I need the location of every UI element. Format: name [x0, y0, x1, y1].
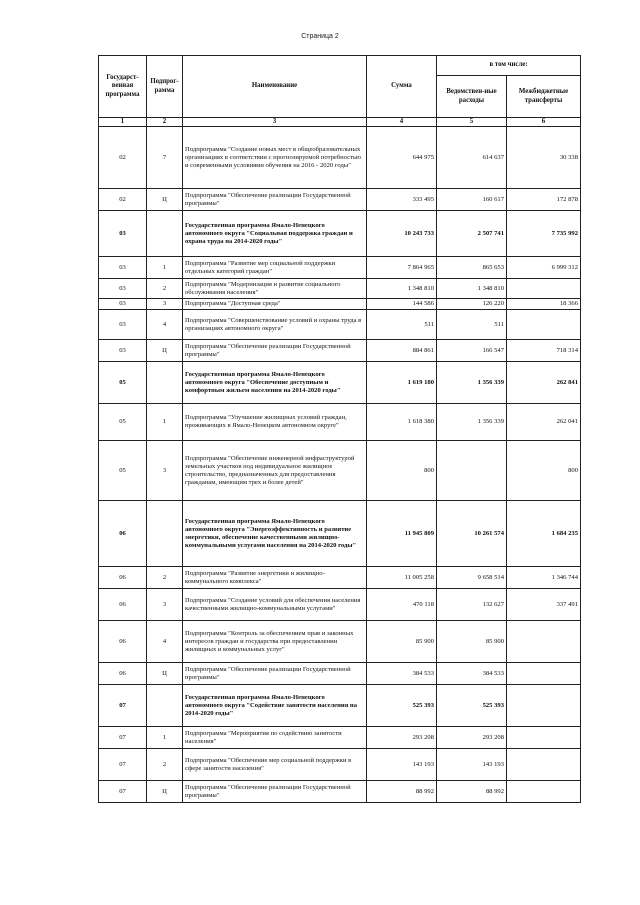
transfers-cell	[507, 279, 581, 299]
program-code-cell: 03	[99, 340, 147, 362]
transfers-cell: 6 999 312	[507, 257, 581, 279]
program-code-cell: 06	[99, 663, 147, 685]
table-row	[99, 663, 581, 685]
table-row	[99, 299, 581, 310]
table-row	[99, 404, 581, 441]
table-row	[99, 362, 581, 404]
header-program: Государст-венная программа	[99, 56, 147, 118]
table-row	[99, 211, 581, 257]
transfers-cell: 30 338	[507, 127, 581, 189]
subprogram-code-cell: Ц	[147, 781, 183, 803]
program-code-cell: 06	[99, 501, 147, 567]
subprogram-code-cell: 2	[147, 567, 183, 589]
departmental-cell	[437, 441, 507, 501]
table-row	[99, 279, 581, 299]
departmental-cell: 88 992	[437, 781, 507, 803]
subprogram-code-cell	[147, 501, 183, 567]
sum-cell: 525 393	[367, 685, 437, 727]
departmental-cell: 143 193	[437, 749, 507, 781]
departmental-cell: 1 348 810	[437, 279, 507, 299]
name-cell: Подпрограмма "Контроль за обеспечением прав и законных интересов граждан и государства при предоставлении жилищных и коммунальных услуг"	[183, 621, 367, 663]
program-code-cell: 03	[99, 279, 147, 299]
program-code-cell: 07	[99, 685, 147, 727]
name-cell: Подпрограмма "Модернизация и развитие социального обслуживания населения"	[183, 279, 367, 299]
subprogram-code-cell: 3	[147, 441, 183, 501]
sum-cell: 293 208	[367, 727, 437, 749]
sum-cell: 884 861	[367, 340, 437, 362]
header-subprogram: Подпрог-рамма	[147, 56, 183, 118]
header-departmental: Ведомствен-ные расходы	[437, 76, 507, 118]
sum-cell: 143 193	[367, 749, 437, 781]
name-cell: Подпрограмма "Обеспечение инженерной инфраструктурой земельных участков под индивидуальное жилищное строительство, предназначенных для предоставления гражданам, имеющим трех и более детей"	[183, 441, 367, 501]
sum-cell: 1 618 380	[367, 404, 437, 441]
sum-cell: 10 243 733	[367, 211, 437, 257]
subprogram-code-cell: 1	[147, 257, 183, 279]
name-cell: Подпрограмма "Обеспечение реализации Государственной программы"	[183, 663, 367, 685]
transfers-cell: 172 878	[507, 189, 581, 211]
header-including: в том числе:	[437, 56, 581, 76]
program-code-cell: 06	[99, 589, 147, 621]
subprogram-code-cell: Ц	[147, 189, 183, 211]
program-code-cell: 06	[99, 567, 147, 589]
transfers-cell	[507, 749, 581, 781]
program-code-cell: 02	[99, 189, 147, 211]
subprogram-code-cell: 1	[147, 404, 183, 441]
sum-cell: 470 118	[367, 589, 437, 621]
subprogram-code-cell: 7	[147, 127, 183, 189]
table-row	[99, 340, 581, 362]
departmental-cell: 132 627	[437, 589, 507, 621]
transfers-cell	[507, 685, 581, 727]
name-cell: Подпрограмма "Обеспечение мер социальной поддержки в сфере занятости населения"	[183, 749, 367, 781]
name-cell: Подпрограмма "Обеспечение реализации Государственной программы"	[183, 340, 367, 362]
program-code-cell: 03	[99, 257, 147, 279]
subprogram-code-cell: 2	[147, 749, 183, 781]
transfers-cell	[507, 663, 581, 685]
departmental-cell: 85 900	[437, 621, 507, 663]
sum-cell: 144 586	[367, 299, 437, 310]
transfers-cell: 718 314	[507, 340, 581, 362]
sum-cell: 800	[367, 441, 437, 501]
table-row	[99, 189, 581, 211]
page-number-label: Страница 2	[301, 33, 339, 40]
sum-cell: 384 533	[367, 663, 437, 685]
name-cell: Подпрограмма "Создание новых мест в общеобразовательных организациях в соответствии с прогнозируемой потребностью и современными условиями обучения на 2016 - 2020 годы"	[183, 127, 367, 189]
budget-table	[98, 55, 581, 803]
sum-cell: 644 975	[367, 127, 437, 189]
name-cell: Государственная программа Ямало-Ненецкого автономного округа "Энергоэффективность и развитие энергетики, обеспечение качественными жилищно-коммунальными услугами населения на 2014-2020 годы"	[183, 501, 367, 567]
subprogram-code-cell: 2	[147, 279, 183, 299]
program-code-cell: 05	[99, 362, 147, 404]
table-row	[99, 257, 581, 279]
departmental-cell: 160 617	[437, 189, 507, 211]
name-cell: Государственная программа Ямало-Ненецкого автономного округа "Содействие занятости населения на 2014-2020 годы"	[183, 685, 367, 727]
departmental-cell: 865 653	[437, 257, 507, 279]
table-row	[99, 441, 581, 501]
table-row	[99, 589, 581, 621]
sum-cell: 85 900	[367, 621, 437, 663]
sum-cell: 511	[367, 310, 437, 340]
name-cell: Подпрограмма "Создание условий для обеспечения населения качественными жилищно-коммунальными услугами"	[183, 589, 367, 621]
subprogram-code-cell: Ц	[147, 340, 183, 362]
name-cell: Подпрограмма "Развитие мер социальной поддержки отдельных категорий граждан"	[183, 257, 367, 279]
subprogram-code-cell	[147, 685, 183, 727]
table-row	[99, 621, 581, 663]
program-code-cell: 03	[99, 299, 147, 310]
table-body	[99, 127, 581, 803]
header-name: Наименование	[183, 56, 367, 118]
departmental-cell: 384 533	[437, 663, 507, 685]
departmental-cell: 126 220	[437, 299, 507, 310]
sum-cell: 88 992	[367, 781, 437, 803]
table-row	[99, 501, 581, 567]
sum-cell: 333 495	[367, 189, 437, 211]
column-number: 5	[437, 118, 507, 127]
subprogram-code-cell: 3	[147, 589, 183, 621]
sum-cell: 1 619 180	[367, 362, 437, 404]
name-cell: Подпрограмма "Обеспечение реализации Государственной программы"	[183, 189, 367, 211]
name-cell: Подпрограмма "Мероприятия по содействию занятости населения"	[183, 727, 367, 749]
sum-cell: 11 005 258	[367, 567, 437, 589]
program-code-cell: 02	[99, 127, 147, 189]
column-number: 6	[507, 118, 581, 127]
transfers-cell	[507, 310, 581, 340]
sum-cell: 1 348 810	[367, 279, 437, 299]
name-cell: Подпрограмма "Совершенствование условий и охраны труда в организациях автономного округа"	[183, 310, 367, 340]
transfers-cell: 7 735 992	[507, 211, 581, 257]
subprogram-code-cell	[147, 362, 183, 404]
header-transfers: Межбюджетные трансферты	[507, 76, 581, 118]
subprogram-code-cell: 4	[147, 621, 183, 663]
column-numbers-row	[99, 118, 581, 127]
table-row	[99, 781, 581, 803]
transfers-cell: 1 684 235	[507, 501, 581, 567]
name-cell: Государственная программа Ямало-Ненецкого автономного округа "Социальная поддержка граждан и охрана труда на 2014-2020 годы"	[183, 211, 367, 257]
table-row	[99, 727, 581, 749]
departmental-cell: 511	[437, 310, 507, 340]
column-number: 4	[367, 118, 437, 127]
transfers-cell	[507, 727, 581, 749]
program-code-cell: 07	[99, 781, 147, 803]
departmental-cell: 166 547	[437, 340, 507, 362]
subprogram-code-cell: 1	[147, 727, 183, 749]
table-row	[99, 310, 581, 340]
column-number: 2	[147, 118, 183, 127]
table-row	[99, 685, 581, 727]
program-code-cell: 07	[99, 727, 147, 749]
departmental-cell: 525 393	[437, 685, 507, 727]
transfers-cell	[507, 781, 581, 803]
transfers-cell: 262 841	[507, 362, 581, 404]
table-row	[99, 749, 581, 781]
subprogram-code-cell: 3	[147, 299, 183, 310]
transfers-cell: 800	[507, 441, 581, 501]
transfers-cell	[507, 621, 581, 663]
name-cell: Государственная программа Ямало-Ненецкого автономного округа "Обеспечение доступным и комфортным жильем населения на 2014-2020 годы"	[183, 362, 367, 404]
program-code-cell: 05	[99, 441, 147, 501]
departmental-cell: 614 637	[437, 127, 507, 189]
departmental-cell: 293 208	[437, 727, 507, 749]
name-cell: Подпрограмма "Доступная среда"	[183, 299, 367, 310]
name-cell: Подпрограмма "Обеспечение реализации Государственной программы"	[183, 781, 367, 803]
subprogram-code-cell: 4	[147, 310, 183, 340]
program-code-cell: 07	[99, 749, 147, 781]
transfers-cell: 262 041	[507, 404, 581, 441]
transfers-cell: 1 346 744	[507, 567, 581, 589]
program-code-cell: 03	[99, 310, 147, 340]
name-cell: Подпрограмма "Улучшение жилищных условий граждан, проживающих в Ямало-Ненецком автономном округе"	[183, 404, 367, 441]
transfers-cell: 18 366	[507, 299, 581, 310]
departmental-cell: 2 507 741	[437, 211, 507, 257]
departmental-cell: 1 356 339	[437, 404, 507, 441]
departmental-cell: 10 261 574	[437, 501, 507, 567]
subprogram-code-cell	[147, 211, 183, 257]
departmental-cell: 1 356 339	[437, 362, 507, 404]
header-sum: Сумма	[367, 56, 437, 118]
sum-cell: 11 945 809	[367, 501, 437, 567]
subprogram-code-cell: Ц	[147, 663, 183, 685]
program-code-cell: 06	[99, 621, 147, 663]
transfers-cell: 337 491	[507, 589, 581, 621]
table-row	[99, 567, 581, 589]
column-number: 3	[183, 118, 367, 127]
program-code-cell: 03	[99, 211, 147, 257]
column-number: 1	[99, 118, 147, 127]
departmental-cell: 9 658 514	[437, 567, 507, 589]
sum-cell: 7 864 965	[367, 257, 437, 279]
program-code-cell: 05	[99, 404, 147, 441]
table-row	[99, 127, 581, 189]
name-cell: Подпрограмма "Развитие энергетики и жилищно-коммунального комплекса"	[183, 567, 367, 589]
